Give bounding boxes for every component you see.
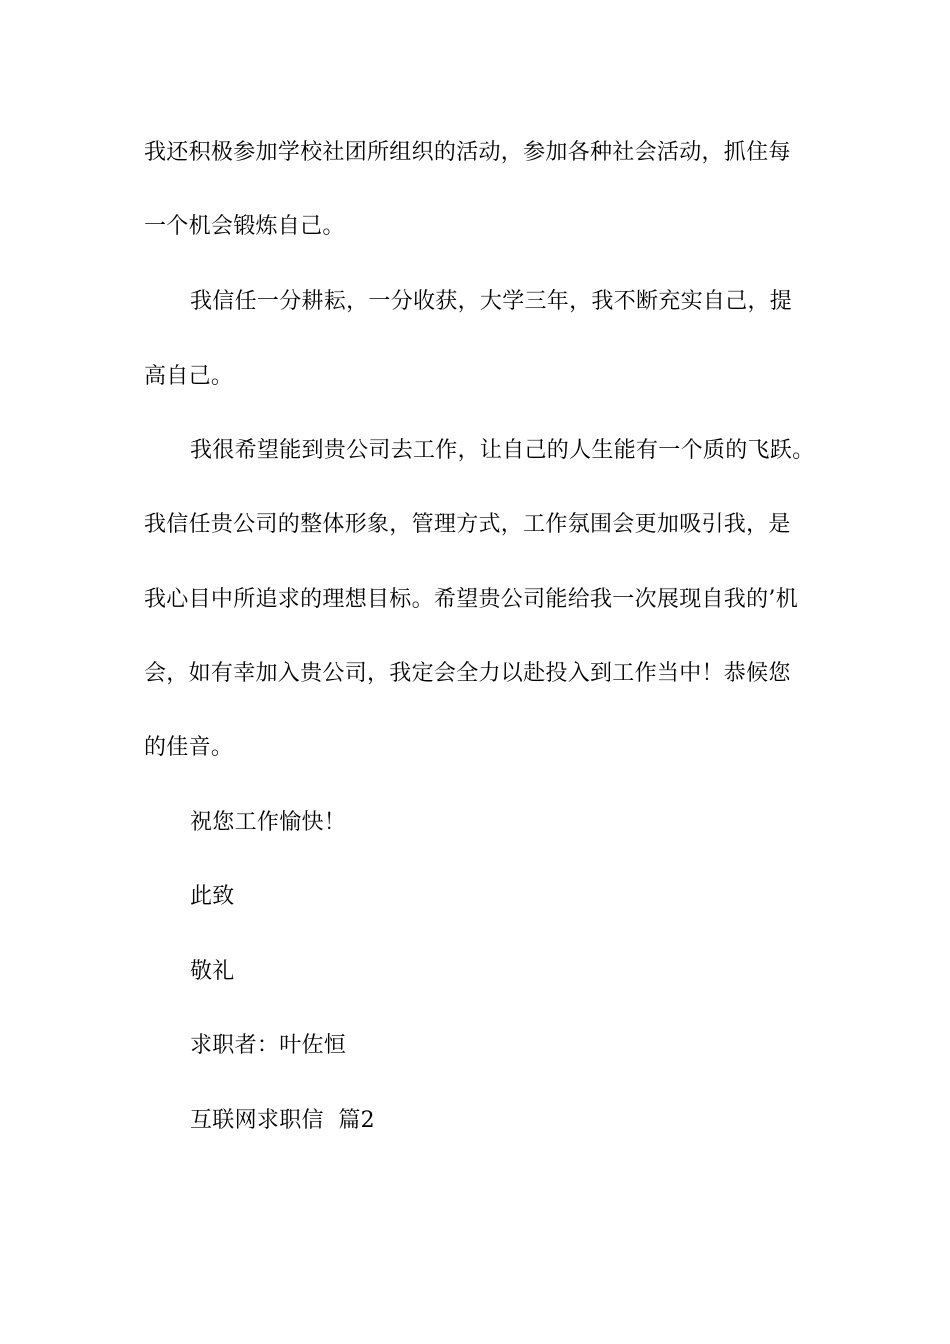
paragraph-line: 我很希望能到贵公司去工作，让自己的人生能有一个质的飞跃。 xyxy=(190,438,815,463)
closing-wish: 祝您工作愉快！ xyxy=(190,810,347,835)
paragraph-line: 我信任贵公司的整体形象，管理方式，工作氛围会更加吸引我，是 xyxy=(144,512,791,537)
salutation-line: 敬礼 xyxy=(190,959,235,984)
signature-line: 求职者：叶佐恒 xyxy=(190,1033,347,1058)
paragraph-line: 我还积极参加学校社团所组织的活动，参加各种社会活动，抓住每 xyxy=(144,140,791,165)
paragraph-line: 一个机会锻炼自己。 xyxy=(144,214,345,239)
paragraph-line: 的佳音。 xyxy=(144,735,234,760)
paragraph-line: 高自己。 xyxy=(144,364,234,389)
paragraph-line: 我心目中所追求的理想目标。希望贵公司能给我一次展现自我的’机 xyxy=(144,587,798,612)
section-heading: 互联网求职信 篇2 xyxy=(190,1108,375,1133)
paragraph-line: 我信任一分耕耘，一分收获，大学三年，我不断充实自己，提 xyxy=(190,289,793,314)
salutation-line: 此致 xyxy=(190,884,235,909)
paragraph-line: 会，如有幸加入贵公司，我定会全力以赴投入到工作当中！恭候您 xyxy=(144,661,791,686)
